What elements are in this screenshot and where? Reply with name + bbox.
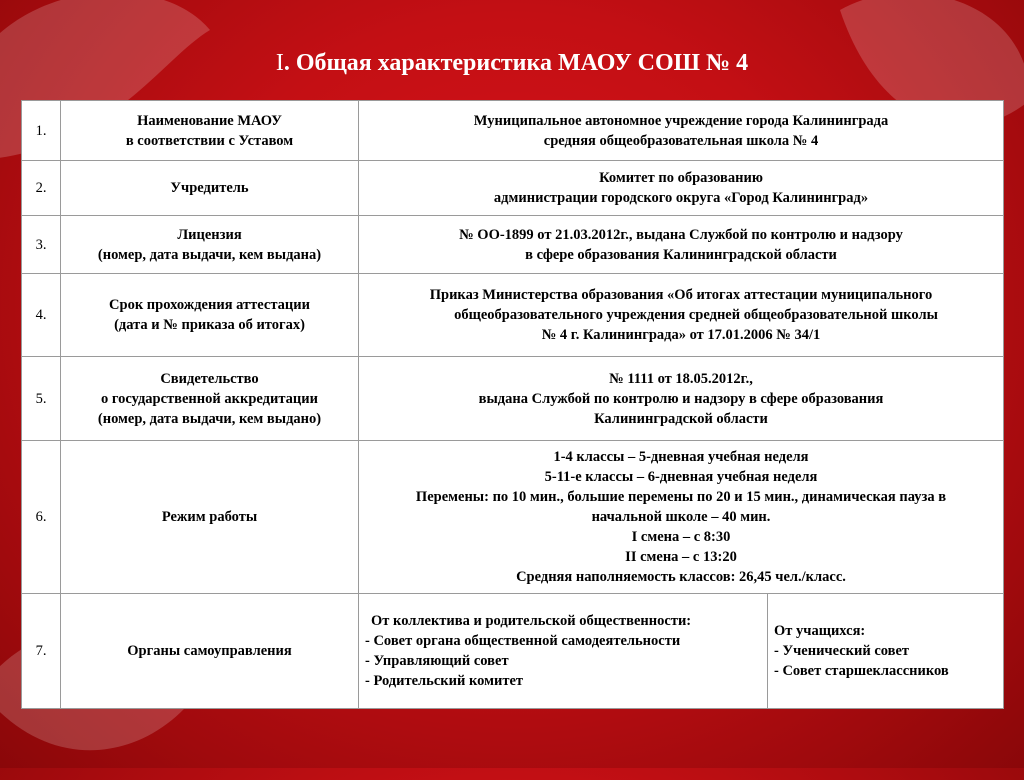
row-number: 6. [22,441,61,594]
value-line: № ОО-1899 от 21.03.2012г., выдана Службой по контролю и надзору [459,226,903,243]
label-line: Лицензия [177,226,242,243]
value-line: Комитет по образованию [599,170,763,186]
label-line: в соответствии с Уставом [125,132,294,149]
row-label [61,216,359,274]
row-value [359,161,1004,216]
row-number: 2. [22,161,61,216]
row-value [359,274,1004,357]
row-label [61,274,359,357]
label-line: Наименование МАОУ [137,112,282,129]
row-value-left [359,594,768,709]
value-line: II смена – с 13:20 [625,549,737,565]
row-value-right [768,594,1004,709]
value-line: 5-11-е классы – 6-дневная учебная неделя [544,469,818,485]
value-line: начальной школе – 40 мин. [591,509,771,525]
page-title [0,50,1024,77]
row-number: 5. [22,357,61,441]
label-line: (дата и № приказа об итогах) [114,317,305,333]
value-line: Перемены: по 10 мин., большие перемены по 20 и 15 мин., динамическая пауза в [415,489,947,505]
table-row [22,594,1004,709]
label-line: (номер, дата выдачи, кем выдана) [97,246,322,263]
row-number: 1. [22,101,61,161]
value-line: Муниципальное автономное учреждение города Калининграда [473,112,889,129]
value-line: - Ученический совет [774,643,910,659]
label-line: Органы самоуправления [127,643,292,659]
value-line: выдана Службой по контролю и надзору в сфере образования [478,390,884,407]
row-value [359,441,1004,594]
value-line: средняя общеобразовательная школа № 4 [543,132,819,149]
row-label [61,161,359,216]
row-number: 7. [22,594,61,709]
title-roman-numeral: I [275,50,284,76]
value-line: в сфере образования Калининградской области [525,246,837,263]
value-line: 1-4 классы – 5-дневная учебная неделя [553,449,809,465]
value-line: От учащихся: [774,623,866,639]
characteristics-table [21,100,1004,709]
value-line: - Управляющий совет [365,653,509,669]
table-row [22,274,1004,357]
value-line: Приказ Министерства образования «Об итогах аттестации муниципального [429,287,933,303]
label-line: Срок прохождения аттестации [109,297,310,313]
row-label [61,101,359,161]
value-line: - Совет старшеклассников [774,663,949,679]
label-line: Режим работы [161,509,258,525]
value-line: № 1111 от 18.05.2012г., [609,370,753,387]
title-text: . Общая характеристика МАОУ СОШ № 4 [283,50,749,76]
value-line: - Совет органа общественной самодеятельности [365,633,681,649]
label-line: Свидетельство [160,370,259,387]
row-label [61,357,359,441]
value-line: Калининградской области [594,410,768,427]
table-row [22,216,1004,274]
row-value [359,101,1004,161]
table-row [22,161,1004,216]
value-line: администрации городского округа «Город Калининград» [493,190,869,206]
value-line: общеобразовательного учреждения средней общеобразовательной школы [454,307,938,323]
table-row [22,101,1004,161]
table-row [22,441,1004,594]
table-row [22,357,1004,441]
row-label [61,594,359,709]
label-line: о государственной аккредитации [101,390,318,407]
value-line: Средняя наполняемость классов: 26,45 чел./класс. [516,569,846,585]
row-value [359,216,1004,274]
value-line: От коллектива и родительской общественности: [371,613,692,629]
label-line: (номер, дата выдачи, кем выдано) [97,410,322,427]
value-line: № 4 г. Калининграда» от 17.01.2006 № 34/1 [541,327,821,343]
label-line: Учредитель [170,180,249,196]
value-line: I смена – с 8:30 [631,529,731,545]
row-value [359,357,1004,441]
row-label [61,441,359,594]
row-number: 4. [22,274,61,357]
value-line: - Родительский комитет [365,673,524,689]
row-number: 3. [22,216,61,274]
